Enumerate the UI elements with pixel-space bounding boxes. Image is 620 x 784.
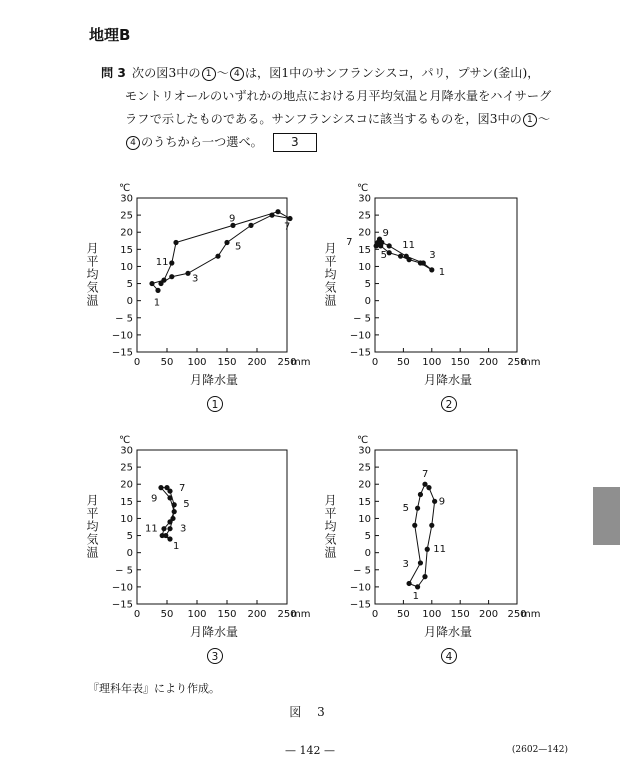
y-tick-label: 0 bbox=[126, 548, 133, 560]
y-tick-label: 25 bbox=[358, 210, 371, 222]
month-label: 3 bbox=[429, 250, 436, 262]
circled-number: 4 bbox=[230, 67, 244, 81]
y-tick-label: 15 bbox=[120, 496, 133, 508]
y-tick-label: −15 bbox=[349, 599, 371, 611]
data-point bbox=[155, 288, 160, 293]
x-axis-label: 月降水量 bbox=[423, 373, 473, 387]
y-tick-label: 5 bbox=[126, 531, 133, 543]
page-number: — 142 — bbox=[285, 744, 335, 757]
subject-heading: 地理B bbox=[89, 26, 131, 44]
data-point bbox=[149, 281, 154, 286]
data-point bbox=[415, 506, 420, 511]
x-tick-label: 50 bbox=[397, 609, 410, 620]
x-tick-label: 150 bbox=[450, 357, 470, 368]
figure-number-label: 3 bbox=[211, 650, 219, 663]
plot-frame bbox=[375, 198, 517, 352]
y-tick-label: 25 bbox=[120, 210, 133, 222]
data-point bbox=[172, 502, 177, 507]
y-tick-label: − 5 bbox=[115, 313, 133, 325]
data-point bbox=[169, 260, 174, 265]
x-tick-label: 200 bbox=[247, 357, 267, 368]
y-tick-label: 10 bbox=[120, 261, 133, 273]
y-tick-label: 25 bbox=[120, 462, 133, 474]
month-label: 5 bbox=[380, 249, 388, 261]
data-point bbox=[422, 574, 427, 579]
month-label: 5 bbox=[183, 498, 190, 510]
month-label: 11 bbox=[433, 544, 446, 556]
y-axis-label: 月平均気温 bbox=[85, 494, 99, 559]
data-point bbox=[429, 523, 434, 528]
y-tick-label: 30 bbox=[358, 193, 371, 205]
source-note: 『理科年表』により作成。 bbox=[88, 682, 220, 695]
answer-box[interactable]: 3 bbox=[273, 133, 317, 152]
y-tick-label: 15 bbox=[358, 244, 371, 256]
x-unit-label: mm bbox=[291, 357, 311, 368]
y-axis-label: 月平均気温 bbox=[85, 242, 99, 307]
data-point bbox=[421, 260, 426, 265]
data-point bbox=[167, 519, 172, 524]
y-tick-label: 0 bbox=[364, 296, 371, 308]
data-point bbox=[387, 250, 392, 255]
x-tick-label: 250 bbox=[277, 609, 297, 620]
question-line-2: モントリオールのいずれかの地点における月平均気温と月降水量をハイサーグ bbox=[125, 89, 552, 103]
month-label: 9 bbox=[438, 496, 446, 508]
x-unit-label: mm bbox=[521, 609, 541, 620]
y-tick-label: −10 bbox=[349, 582, 371, 594]
figure-number-label: 4 bbox=[445, 650, 453, 663]
month-label: 1 bbox=[173, 540, 180, 552]
data-point bbox=[167, 526, 172, 531]
plot-frame bbox=[137, 198, 287, 352]
y-tick-label: 30 bbox=[358, 445, 371, 457]
y-tick-label: 5 bbox=[364, 279, 371, 291]
data-point bbox=[158, 485, 163, 490]
x-tick-label: 250 bbox=[277, 357, 297, 368]
x-unit-label: mm bbox=[521, 357, 541, 368]
data-line bbox=[409, 484, 435, 587]
x-tick-label: 50 bbox=[397, 357, 410, 368]
y-tick-label: − 5 bbox=[353, 313, 371, 325]
data-point bbox=[287, 216, 292, 221]
figure-number-label: 2 bbox=[445, 398, 453, 411]
circled-number: 1 bbox=[523, 113, 537, 127]
month-label: 3 bbox=[402, 558, 409, 570]
figure-caption: 図 3 bbox=[289, 705, 331, 719]
question-number: 問 3 bbox=[101, 66, 126, 80]
month-label: 7 bbox=[346, 236, 353, 248]
data-line bbox=[161, 488, 174, 539]
x-tick-label: 200 bbox=[479, 357, 499, 368]
data-point bbox=[172, 509, 177, 514]
data-point bbox=[161, 526, 166, 531]
data-point bbox=[167, 495, 172, 500]
month-label: 7 bbox=[179, 483, 186, 495]
data-point bbox=[406, 581, 411, 586]
circled-number: 4 bbox=[126, 136, 140, 150]
y-tick-label: − 5 bbox=[353, 565, 371, 577]
question-text-part: ～ bbox=[537, 112, 551, 126]
data-point bbox=[415, 584, 420, 589]
data-point bbox=[425, 547, 430, 552]
data-point bbox=[429, 267, 434, 272]
y-tick-label: −10 bbox=[349, 330, 371, 342]
month-label: 1 bbox=[438, 266, 446, 278]
y-tick-label: 5 bbox=[364, 531, 371, 543]
y-tick-label: 20 bbox=[120, 479, 133, 491]
x-tick-label: 0 bbox=[133, 609, 141, 620]
month-label: 1 bbox=[153, 297, 161, 309]
data-point bbox=[379, 240, 384, 245]
y-tick-label: 0 bbox=[364, 548, 371, 560]
question-text-part: は，図1中のサンフランシスコ，パリ，プサン(釜山)， bbox=[244, 66, 540, 80]
x-tick-label: 100 bbox=[187, 609, 207, 620]
x-tick-label: 100 bbox=[187, 357, 207, 368]
month-label: 5 bbox=[235, 241, 242, 253]
data-point bbox=[161, 278, 166, 283]
y-tick-label: −15 bbox=[111, 599, 133, 611]
figure-number-label: 1 bbox=[211, 398, 219, 411]
side-index-tab bbox=[593, 487, 620, 545]
data-point bbox=[432, 499, 437, 504]
data-point bbox=[173, 240, 178, 245]
y-tick-label: −15 bbox=[111, 347, 133, 359]
month-label: 7 bbox=[421, 469, 429, 481]
month-label: 9 bbox=[151, 493, 158, 505]
y-tick-label: 5 bbox=[126, 279, 133, 291]
month-label: 11 bbox=[155, 257, 169, 269]
data-point bbox=[418, 492, 423, 497]
data-point bbox=[169, 274, 174, 279]
x-tick-label: 0 bbox=[371, 357, 379, 368]
data-point bbox=[398, 254, 403, 259]
data-point bbox=[387, 243, 392, 248]
question-text-part: 次の図3中の bbox=[131, 66, 201, 80]
x-tick-label: 50 bbox=[160, 357, 174, 368]
month-label: 3 bbox=[192, 273, 199, 285]
y-axis-label: 月平均気温 bbox=[323, 494, 337, 559]
question-text-part: ラフで示したものである。サンフランシスコに該当するものを，図3中の bbox=[125, 112, 522, 126]
y-tick-label: 30 bbox=[120, 193, 133, 205]
data-point bbox=[422, 482, 427, 487]
month-label: 3 bbox=[180, 523, 187, 535]
y-tick-label: −15 bbox=[349, 347, 371, 359]
month-label: 1 bbox=[412, 590, 419, 602]
circled-number: 1 bbox=[202, 67, 216, 81]
x-tick-label: 100 bbox=[422, 609, 442, 620]
plot-frame bbox=[375, 450, 517, 604]
month-label: 9 bbox=[382, 228, 389, 240]
y-tick-label: 15 bbox=[358, 496, 371, 508]
x-tick-label: 100 bbox=[422, 357, 442, 368]
y-unit-label: ℃ bbox=[357, 435, 369, 446]
x-tick-label: 0 bbox=[133, 357, 141, 368]
x-tick-label: 250 bbox=[507, 609, 527, 620]
data-point bbox=[160, 533, 165, 538]
month-label: 7 bbox=[284, 221, 291, 233]
data-point bbox=[215, 254, 220, 259]
x-tick-label: 150 bbox=[450, 609, 470, 620]
month-label: 9 bbox=[229, 213, 236, 225]
month-label: 5 bbox=[402, 503, 409, 515]
plot-frame bbox=[137, 450, 287, 604]
x-tick-label: 150 bbox=[217, 357, 237, 368]
data-point bbox=[418, 560, 423, 565]
y-tick-label: 10 bbox=[120, 513, 133, 525]
x-tick-label: 200 bbox=[247, 609, 267, 620]
data-point bbox=[167, 536, 172, 541]
exam-code: (2602—142) bbox=[511, 745, 568, 755]
question-text-part: のうちから一つ選べ。 bbox=[141, 135, 263, 149]
y-tick-label: 30 bbox=[120, 445, 133, 457]
question-text-part: ～ bbox=[216, 66, 229, 80]
y-tick-label: 0 bbox=[126, 296, 133, 308]
y-tick-label: 20 bbox=[358, 479, 371, 491]
y-tick-label: −10 bbox=[111, 330, 133, 342]
data-point bbox=[269, 213, 274, 218]
x-tick-label: 250 bbox=[507, 357, 527, 368]
y-unit-label: ℃ bbox=[119, 183, 131, 194]
x-tick-label: 50 bbox=[160, 609, 174, 620]
x-tick-label: 200 bbox=[479, 609, 499, 620]
y-tick-label: 20 bbox=[358, 227, 371, 239]
y-tick-label: 10 bbox=[358, 261, 371, 273]
y-axis-label: 月平均気温 bbox=[323, 242, 337, 307]
data-point bbox=[412, 523, 417, 528]
y-tick-label: −10 bbox=[111, 582, 133, 594]
y-tick-label: 20 bbox=[120, 227, 133, 239]
x-axis-label: 月降水量 bbox=[189, 373, 239, 387]
data-point bbox=[275, 209, 280, 214]
data-point bbox=[404, 254, 409, 259]
x-tick-label: 150 bbox=[217, 609, 237, 620]
month-label: 11 bbox=[402, 240, 415, 252]
y-tick-label: − 5 bbox=[115, 565, 133, 577]
y-unit-label: ℃ bbox=[119, 435, 131, 446]
month-label: 11 bbox=[145, 523, 158, 535]
y-tick-label: 15 bbox=[120, 244, 133, 256]
y-tick-label: 25 bbox=[358, 462, 371, 474]
data-point bbox=[185, 271, 190, 276]
x-axis-label: 月降水量 bbox=[423, 625, 473, 639]
x-unit-label: mm bbox=[291, 609, 311, 620]
y-unit-label: ℃ bbox=[357, 183, 369, 194]
y-tick-label: 10 bbox=[358, 513, 371, 525]
data-point bbox=[164, 485, 169, 490]
data-point bbox=[426, 485, 431, 490]
data-point bbox=[224, 240, 229, 245]
x-tick-label: 0 bbox=[371, 609, 379, 620]
x-axis-label: 月降水量 bbox=[189, 625, 239, 639]
data-point bbox=[248, 223, 253, 228]
